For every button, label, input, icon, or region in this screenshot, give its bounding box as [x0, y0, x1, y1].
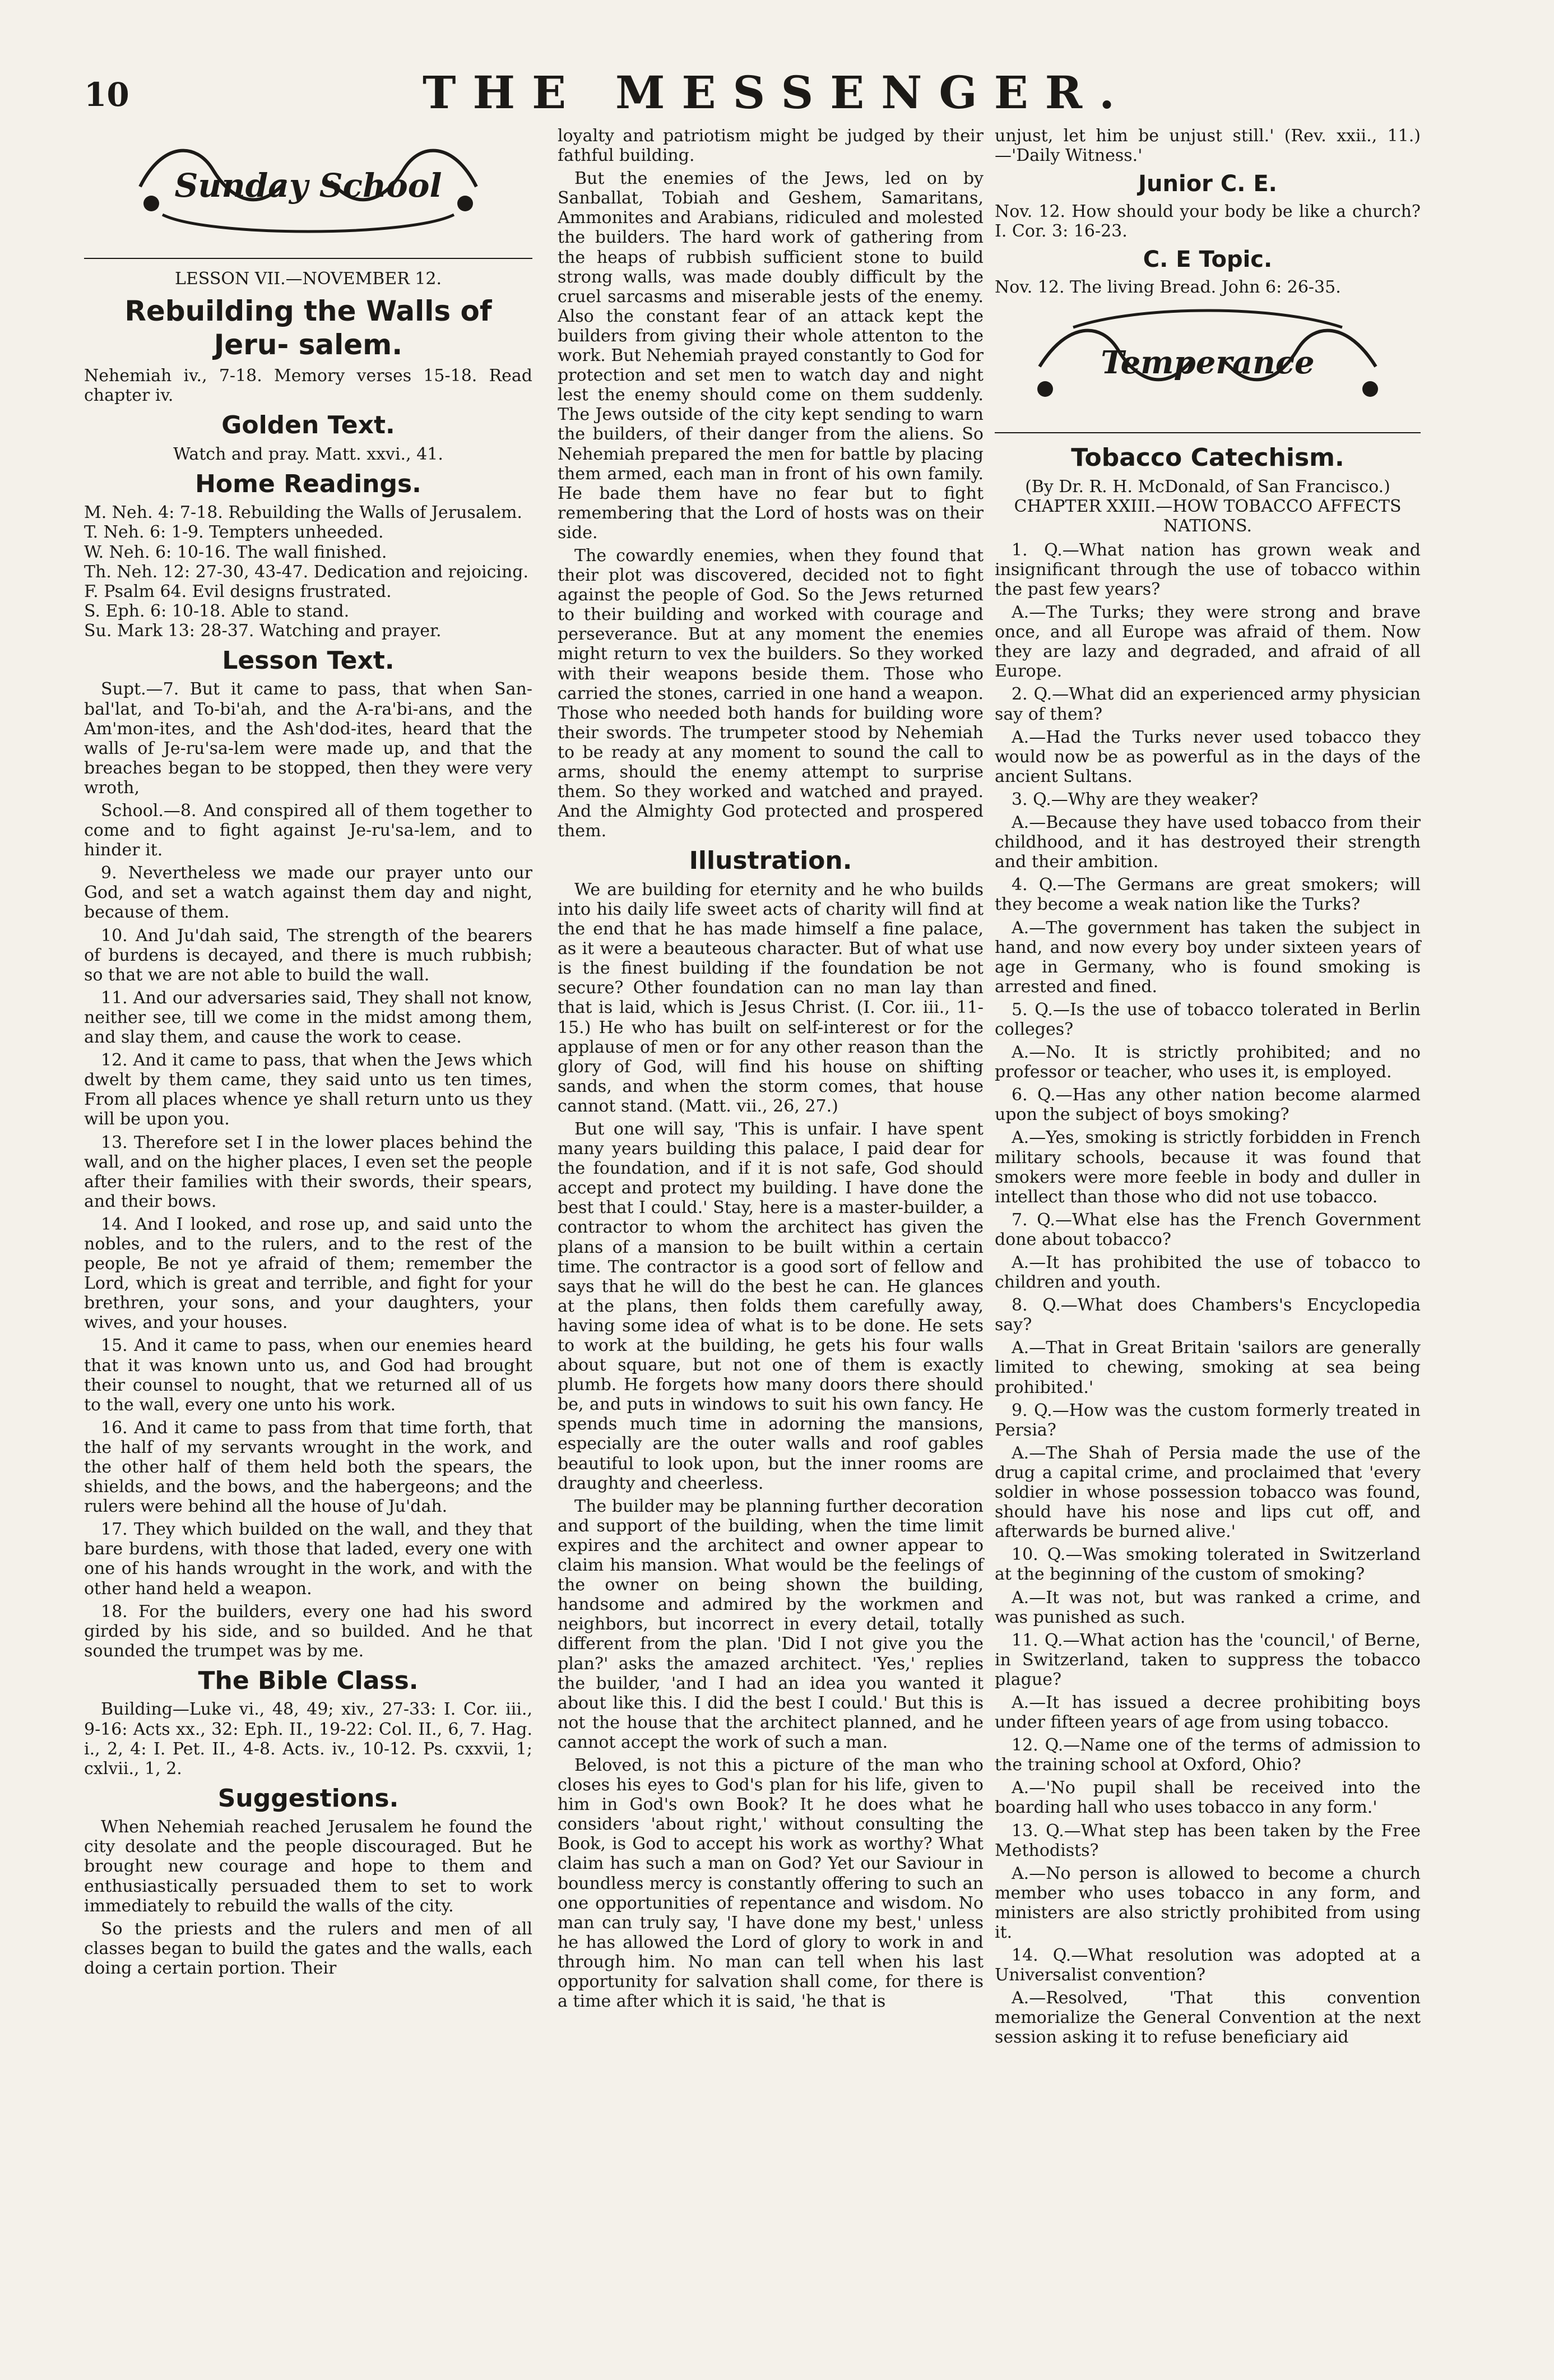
- temperance-banner: [1028, 305, 1387, 417]
- lesson-reference: Nehemiah iv., 7-18. Memory verses 15-18. Read chapter iv.: [84, 366, 532, 406]
- divider: [995, 432, 1421, 433]
- qa-item: 12. Q.—Name one of the terms of admission to the training school at Oxford, Ohio?: [995, 1735, 1421, 1775]
- illustration-paragraph: We are building for eternity and he who builds into his daily life sweet acts of charity will find at the end that he has made himself a fine palace, as it were a beauteous character. But of what use is the finest building if the foundation be not secure? Other foundation can no man lay than that is laid, which is Jesus Christ. (I. Cor. iii., 11-15.) He who has built on self-interest or for the applause of men or for any other reason than the glory of God, will find his house on shifting sands, and when the storm comes, that house cannot stand. (Matt. vii., 26, 27.): [558, 879, 984, 1116]
- home-readings-list: [84, 503, 532, 641]
- bible-class-text: Building—Luke vi., 48, 49; xiv., 27-33: I. Cor. iii., 9-16: Acts xx., 32: Eph. II., 19-22: Col. II., 6, 7. Hag. i., 2, 4: I. Pet. II., 4-8. Acts. iv., 10-12. Ps. cxxvii, 1; cxlvii., 1, 2.: [84, 1700, 532, 1779]
- lesson-paragraph: School.—8. And conspired all of them together to come and to fight against Je-ru'sa-lem, and to hinder it.: [84, 801, 532, 860]
- lesson-paragraph: 14. And I looked, and rose up, and said unto the nobles, and to the rulers, and to the rest of the people, Be not ye afraid of them; remember the Lord, which is great and terrible, and fight for your brethren, your sons, and your daughters, your wives, and your houses.: [84, 1214, 532, 1333]
- junior-ce-heading: Junior C. E.: [1138, 171, 1277, 197]
- lesson-paragraph: 15. And it came to pass, when our enemies heard that it was known unto us, and God had brought their counsel to nought, that we returned all of us to the wall, every one unto his work.: [84, 1336, 532, 1415]
- qa-item: 8. Q.—What does Chambers's Encyclopedia say?: [995, 1295, 1421, 1335]
- qa-item: A.—That in Great Britain 'sailors are generally limited to chewing, smoking at sea being prohibited.': [995, 1338, 1421, 1397]
- qa-item: A.—'No pupil shall be received into the boarding hall who uses tobacco in any form.': [995, 1778, 1421, 1818]
- lesson-text-heading: Lesson Text.: [222, 646, 395, 675]
- suggestions-heading: Suggestions.: [217, 1784, 399, 1813]
- qa-item: 7. Q.—What else has the French Government done about tobacco?: [995, 1210, 1421, 1249]
- suggestions-paragraph: When Nehemiah reached Jerusalem he found the city desolate and the people discouraged. But he brought new courage and hope to them and enthusiastically persuaded them to set to work immediately to rebuild the walls of the city.: [84, 1817, 532, 1916]
- reading-item: Su. Mark 13: 28-37. Watching and prayer.: [84, 621, 442, 641]
- qa-item: 2. Q.—What did an experienced army physician say of them?: [995, 684, 1421, 724]
- reading-item: W. Neh. 6: 10-16. The wall finished.: [84, 542, 387, 562]
- qa-item: A.—It was not, but was ranked a crime, and was punished as such.: [995, 1587, 1421, 1627]
- qa-item: A.—Yes, smoking is strictly forbidden in French military schools, because it was found that smokers were more feeble in body and duller in intellect than those who did not use tobacco.: [995, 1128, 1421, 1207]
- qa-item: 14. Q.—What resolution was adopted at a Universalist convention?: [995, 1946, 1421, 1985]
- column-2-paragraph: loyalty and patriotism might be judged by their fathful building.: [558, 126, 984, 166]
- reading-item: Th. Neh. 12: 27-30, 43-47. Dedication and rejoicing.: [84, 562, 529, 582]
- catechism-chapter: CHAPTER XXIII.—HOW TOBACCO AFFECTS NATIONS.: [1014, 496, 1402, 536]
- qa-item: 3. Q.—Why are they weaker?: [1012, 789, 1259, 809]
- suggestions-paragraph: So the priests and the rulers and men of all classes began to build the gates and the walls, each doing a certain portion. Their: [84, 1919, 532, 1978]
- home-readings-heading: Home Readings.: [195, 469, 421, 498]
- qa-item: 10. Q.—Was smoking tolerated in Switzerland at the beginning of the custom of smoking?: [995, 1545, 1421, 1585]
- tobacco-catechism-heading: Tobacco Catechism.: [1071, 443, 1344, 473]
- qa-item: 4. Q.—The Germans are great smokers; will they become a weak nation like the Turks?: [995, 875, 1421, 915]
- qa-item: 11. Q.—What action has the 'council,' of Berne, in Switzerland, taken to suppress the tobacco plague?: [995, 1630, 1421, 1689]
- lesson-paragraph: 16. And it came to pass from that time forth, that the half of my servants wrought in the work, and the other half of them held both the spears, the shields, and the bows, and the habergeons; and the rulers were behind all the house of Ju'dah.: [84, 1418, 532, 1517]
- qa-item: A.—No person is allowed to become a church member who uses tobacco in any form, and ministers are also strictly prohibited from using it.: [995, 1863, 1421, 1942]
- junior-ce-text: Nov. 12. How should your body be like a church? I. Cor. 3: 16-23.: [995, 201, 1421, 242]
- qa-item: A.—The Shah of Persia made the use of the drug a capital crime, and proclaimed that 'every soldier in whose possession tobacco was found, should have his nose and lips cut off, and afterwards be burned alive.': [995, 1443, 1421, 1542]
- golden-text: Watch and pray. Matt. xxvi., 41.: [173, 444, 443, 464]
- temperance-ornament: [995, 300, 1421, 421]
- lesson-line: LESSON VII.—NOVEMBER 12.: [174, 269, 442, 289]
- illustration-paragraph: The builder may be planning further decoration and support of the building, when the time limit expires and the architect and owner appear to claim his mansion. What would be the feelings of the owner on being shown the building, handsome and admired by the workmen and neighbors, but incorrect in every detail, totally different from the plan. 'Did I not give you the plan?' asks the amazed architect. 'Yes,' replies the builder, 'and I had an idea you wanted it about like this. I did the best I could.' But this is not the house that the architect planned, and he cannot accept the work of such a man.: [558, 1496, 984, 1752]
- reading-item: M. Neh. 4: 7-18. Rebuilding the Walls of Jerusalem.: [84, 503, 522, 523]
- masthead-title: THE MESSENGER.: [423, 66, 1131, 119]
- temperance-ornament-text: Temperance: [1101, 344, 1315, 381]
- lesson-paragraph: 10. And Ju'dah said, The strength of the bearers of burdens is decayed, and there is much rubbish; so that we are not able to build the wall.: [84, 925, 532, 985]
- qa-item: A.—No. It is strictly prohibited; and no professor or teacher, who uses it, is employed.: [995, 1043, 1421, 1082]
- sunday-school-ornament-text: Sunday School: [174, 166, 442, 205]
- ce-topic-heading: C. E Topic.: [1143, 247, 1273, 273]
- sunday-school-ornament: [84, 126, 532, 247]
- qa-item: 6. Q.—Has any other nation become alarmed upon the subject of boys smoking?: [995, 1085, 1421, 1125]
- reading-item: F. Psalm 64. Evil designs frustrated.: [84, 581, 392, 601]
- catechism-byline: (By Dr. R. H. McDonald, of San Francisco.): [1025, 476, 1390, 497]
- qa-item: A.—Had the Turks never used tobacco they would now be as powerful as in the days of the ancient Sultans.: [995, 727, 1421, 786]
- sunday-school-banner: [129, 131, 488, 243]
- column-1: [84, 126, 532, 1981]
- qa-item: 9. Q.—How was the custom formerly treated in Persia?: [995, 1400, 1421, 1440]
- qa-item: 1. Q.—What nation has grown weak and insignificant through the use of tobacco within the past few years?: [995, 540, 1421, 599]
- lesson-paragraph: Supt.—7. But it came to pass, that when San-bal'lat, and To-bi'ah, and the A-ra'bi-ans, and the Am'mon-ites, and the Ash'dod-ites, heard that the walls of Je-ru'sa-lem were made up, and that the breaches began to be stopped, then they were very wroth,: [84, 679, 532, 798]
- column-2-paragraph: But the enemies of the Jews, led on by Sanballat, Tobiah and Geshem, Samaritans, Ammonites and Arabians, ridiculed and molested the builders. The hard work of gathering from the heaps of rubbish sufficient stone to build strong walls, was made doubly difficult by the cruel sarcasms and miserable jests of the enemy. Also the constant fear of an attack kept the builders from giving their whole attenton to the work. But Nehemiah prayed constantly to God for protection and set men to watch day and night lest the enemy should come on them suddenly. The Jews outside of the city kept sending to warn the builders, of their danger from the aliens. So Nehemiah prepared the men for battle by placing them armed, each man in front of his own family. He bade them have no fear but to fight remembering that the Lord of hosts was on their side.: [558, 169, 984, 543]
- qa-item: A.—It has prohibited the use of tobacco to children and youth.: [995, 1253, 1421, 1293]
- column-2: [558, 126, 984, 2015]
- qa-item: A.—Resolved, 'That this convention memorialize the General Convention at the next session asking it to refuse beneficiary aid: [995, 1988, 1421, 2048]
- page-number: 10: [84, 76, 129, 114]
- lesson-title: Rebuilding the Walls of Jeru- salem.: [124, 295, 492, 362]
- illustration-heading: Illustration.: [689, 846, 852, 876]
- qa-item: 5. Q.—Is the use of tobacco tolerated in Berlin colleges?: [995, 999, 1421, 1039]
- golden-text-heading: Golden Text.: [221, 411, 395, 440]
- illustration-paragraph: Beloved, is not this a picture of the man who closes his eyes to God's plan for his life, given to him in God's own Book? It he does what he considers 'about right,' without consulting the Book, is God to accept his work as worthy? What claim has such a man on God? Yet our Saviour in boundless mercy is constantly offering to such an one opportunities of repentance and wisdom. No man can truly say, 'I have done my best,' unless he has allowed the Lord of glory to work in and through him. No man can tell when his last opportunity for salvation shall come, for there is a time after which it is said, 'he that is: [558, 1755, 984, 2012]
- qa-item: A.—It has issued a decree prohibiting boys under fifteen years of age from using tobacco.: [995, 1692, 1421, 1733]
- catechism-qa: [995, 540, 1421, 2048]
- ce-topic-text: Nov. 12. The living Bread. John 6: 26-35.: [995, 277, 1341, 297]
- illustration-paragraph: But one will say, 'This is unfair. I have spent many years building this palace, I paid dear for the foundation, and if it is not safe, God should accept and protect my building. I have done the best that I could.' Stay, here is a master-builder, a contractor to whom the architect has given the plans of a mansion to be built within a certain time. The contractor is a good sort of fellow and says that he will do the best he can. He glances at the plans, then folds them carefully away, having some idea of what is to be done. He sets to work at the building, he gets his four walls about square, but not one of them is exactly plumb. He forgets how many doors there should be, and puts in windows to suit his own fancy. He spends much time in adorning the mansions, especially are the outer walls and roof gables beautiful to look upon, but the inner rooms are draughty and cheerless.: [558, 1119, 984, 1493]
- lesson-paragraph: 13. Therefore set I in the lower places behind the wall, and on the higher places, I even set the people after their families with their swords, their spears, and their bows.: [84, 1132, 532, 1211]
- qa-item: A.—The government has taken the subject in hand, and now every boy under sixteen years of age in Germany, who is found smoking is arrested and fined.: [995, 918, 1421, 997]
- column-2-paragraph: The cowardly enemies, when they found that their plot was discovered, decided not to fight against the people of God. So the Jews returned to their building and worked with courage and perseverance. But at any moment the enemies might return to vex the builders. So they worked with their weapons beside them. Those who carried the stones, carried in one hand a weapon. Those who needed both hands for building wore their swords. The trumpeter stood by Nehemiah to be ready at any moment to sound the call to arms, should the enemy attempt to surprise them. So they worked and watched and prayed. And the Almighty God protected and prospered them.: [558, 545, 984, 841]
- lesson-text-body: [84, 679, 532, 1661]
- qa-item: 13. Q.—What step has been taken by the Free Methodists?: [995, 1821, 1421, 1860]
- lesson-paragraph: 11. And our adversaries said, They shall not know, neither see, till we come in the midst among them, and slay them, and cause the work to cease.: [84, 988, 532, 1048]
- lesson-paragraph: 18. For the builders, every one had his sword girded by his side, and so builded. And he that sounded the trumpet was by me.: [84, 1601, 532, 1661]
- column-3-top-text: unjust, let him be unjust still.' (Rev. xxii., 11.)—'Daily Witness.': [995, 126, 1421, 166]
- qa-item: A.—The Turks; they were strong and brave once, and all Europe was afraid of them. Now they are lazy and degraded, and afraid of all Europe.: [995, 603, 1421, 682]
- lesson-paragraph: 17. They which builded on the wall, and they that bare burdens, with those that laded, every one with one of his hands wrought in the work, and with the other hand held a weapon.: [84, 1520, 532, 1599]
- column-3: [995, 126, 1421, 2051]
- divider: [84, 258, 532, 259]
- bible-class-heading: The Bible Class.: [198, 1666, 419, 1695]
- qa-item: A.—Because they have used tobacco from their childhood, and it has destroyed their strength and their ambition.: [995, 813, 1421, 872]
- lesson-paragraph: 9. Nevertheless we made our prayer unto our God, and set a watch against them day and night, because of them.: [84, 863, 532, 923]
- lesson-paragraph: 12. And it came to pass, that when the Jews which dwelt by them came, they said unto us ten times, From all places whence ye shall return unto us they will be upon you.: [84, 1050, 532, 1129]
- reading-item: T. Neh. 6: 1-9. Tempters unheeded.: [84, 522, 384, 543]
- reading-item: S. Eph. 6: 10-18. Able to stand.: [84, 601, 350, 621]
